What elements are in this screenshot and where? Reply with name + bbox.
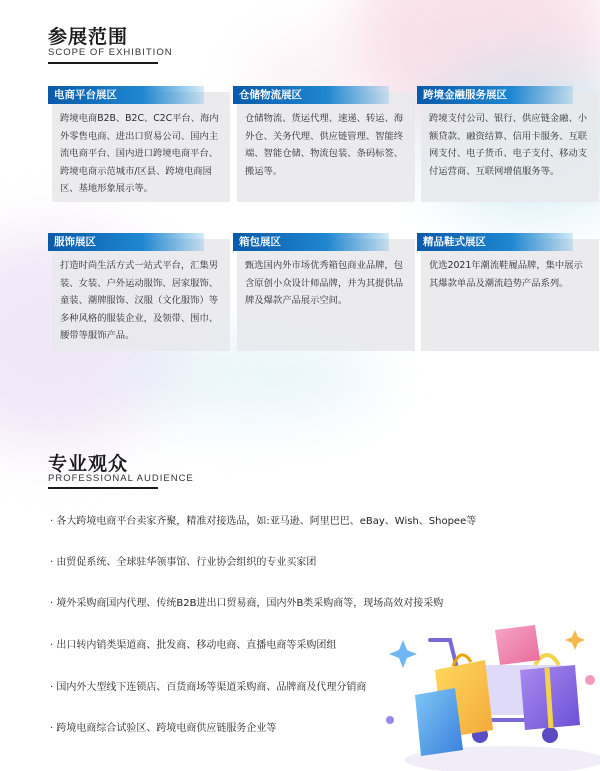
card-text: 打造时尚生活方式一站式平台，汇集男装、女装、户外运动服饰、居家服饰、童装、潮牌服饰、汉服（文化服饰）等多种风格的服装企业，及领带、围巾、腰带等服饰产品。 [60,260,219,341]
card-apparel [52,236,230,351]
card-title: 跨境金融服务展区 [417,86,573,104]
shopping-gift-illustration [375,610,600,771]
card-text: 跨境电商B2B、B2C、C2C平台、海内外零售电商、进出口贸易公司、国内主流电商平台、国内进口跨境电商平台、跨境电商示范城市/区县、跨境电商园区、基地形象展示等。 [60,113,219,194]
card-title: 服饰展区 [48,233,204,251]
card-title: 精品鞋式展区 [417,233,573,251]
card-ecommerce [52,89,230,202]
card-title: 电商平台展区 [48,86,204,104]
card-title: 仓储物流展区 [233,86,389,104]
card-title: 箱包展区 [233,233,389,251]
audience-item: · 境外采购商国内代理、传统B2B进出口贸易商，国内外B类采购商等，现场高效对接采购 [50,598,444,609]
audience-item: · 由贸促系统、全球驻华领事馆、行业协会组织的专业买家团 [50,557,317,568]
audience-title: 专业观众 [48,453,129,475]
card-logistics [237,89,415,202]
card-shoes [421,236,599,351]
audience-item: · 国内外大型线下连锁店、百货商场等渠道采购商、品牌商及代理分销商 [50,682,367,693]
scope-rule [48,62,158,64]
audience-item: · 出口转内销类渠道商、批发商、移动电商、直播电商等采购团组 [50,640,337,651]
card-text: 跨境支付公司、银行、供应链金融、小额贷款、融资结算、信用卡服务、互联网支付、电子货币、电子支付、移动支付运营商、互联网增值服务等。 [429,113,588,177]
audience-subtitle: PROFESSIONAL AUDIENCE [48,473,194,484]
audience-item: · 跨境电商综合试验区、跨境电商供应链服务企业等 [50,723,277,734]
card-bags [237,236,415,351]
card-text: 仓储物流、货运代理、速递、转运、海外仓、关务代理、供应链管理、智能终端、智能仓储、物流包装、条码标签、搬运等。 [245,113,404,177]
scope-title: 参展范围 [48,26,129,48]
card-text: 甄选国内外市场优秀箱包商业品牌，包含原创小众设计师品牌，并为其提供品牌及爆款产品展示空间。 [245,260,404,306]
card-text: 优选2021年潮流鞋履品牌，集中展示其爆款单品及潮流趋势产品系列。 [429,260,583,289]
audience-rule [48,487,158,489]
scope-subtitle: SCOPE OF EXHIBITION [48,47,173,58]
audience-item: · 各大跨境电商平台卖家齐聚，精准对接选品，如:亚马逊、阿里巴巴、eBay、Wish、Shopee等 [50,516,477,527]
card-finance [421,89,599,202]
